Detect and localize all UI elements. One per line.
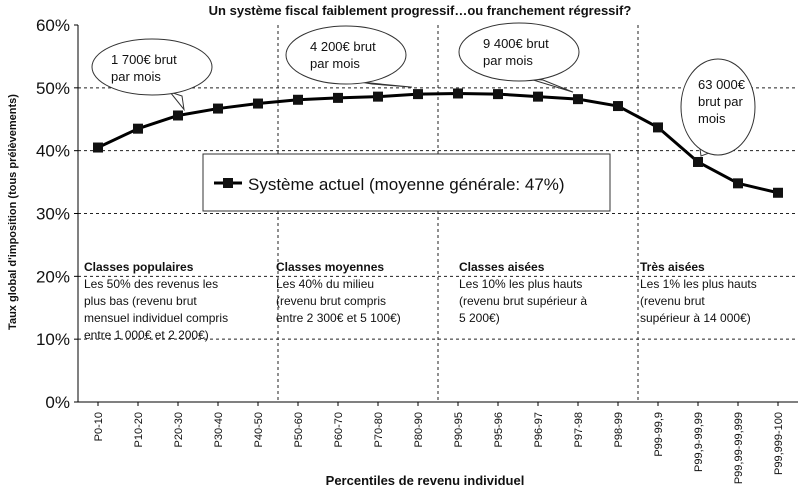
group-title: Très aisées [640,260,705,274]
group-description-line: entre 1 000€ et 2 200€) [84,328,209,342]
y-tick-labels [36,16,78,412]
x-tick-label: P99,9-99,99 [693,412,705,472]
chart-title: Un système fiscal faiblement progressif…ou franchement régressif? [208,3,632,18]
callout-bubble [286,26,412,87]
callout-text-line: par mois [483,53,533,68]
group-description-line: Les 10% les plus hauts [459,277,583,291]
x-tick-label: P80-90 [413,412,425,448]
legend [203,154,610,211]
callout-text-line: mois [698,111,726,126]
data-point [453,88,463,98]
data-point [213,104,223,114]
group-title: Classes populaires [84,260,194,274]
data-point [293,95,303,105]
x-tick-label: P70-80 [373,412,385,448]
x-tick-label: P60-70 [333,412,345,448]
x-tick-label: P99,999-100 [773,412,785,475]
data-point [413,89,423,99]
group-title: Classes moyennes [276,260,385,274]
data-point [173,110,183,120]
data-point [253,99,263,109]
y-tick-label: 50% [35,78,70,98]
group-description-line: mensuel individuel compris [84,311,229,325]
callout-pointer [530,79,573,92]
group-title: Classes aisées [459,260,545,274]
callout-text-line: 4 200€ brut [310,39,376,54]
group-description-line: 5 200€) [459,311,500,325]
data-point [93,143,103,153]
x-tick-label: P10-20 [133,412,145,448]
x-tick-label: P95-96 [493,412,505,448]
group-description-line: (revenu brut supérieur à [459,294,588,308]
x-tick-label: P40-50 [253,412,265,448]
x-tick-label: P96-97 [533,412,545,448]
callout-ellipse [286,26,406,84]
y-tick-label: 0% [45,393,70,412]
data-point [773,188,783,198]
x-tick-label: P90-95 [453,412,465,448]
data-point [333,93,343,103]
y-tick-label: 20% [35,267,70,287]
callouts [92,23,755,156]
data-point [493,89,503,99]
legend-marker-swatch [223,178,233,188]
group-description-line: plus bas (revenu brut [84,294,197,308]
x-tick-label: P98-99 [613,412,625,448]
callout-ellipse [459,23,579,81]
x-tick-label: P20-30 [173,412,185,448]
callout-text-line: par mois [111,69,161,84]
data-point [733,178,743,188]
x-tick-label: P30-40 [213,412,225,448]
data-point [653,122,663,132]
callout-pointer [360,82,412,87]
y-tick-label: 60% [35,16,70,35]
x-tick-label: P99,99-99,999 [733,412,745,485]
y-tick-label: 30% [35,204,70,224]
data-point [533,92,543,102]
x-tick-label: P50-60 [293,412,305,448]
callout-bubble [681,59,755,156]
x-axis-label: Percentiles de revenu individuel [325,473,525,488]
data-point [573,94,583,104]
group-description-line: (revenu brut compris [276,294,387,308]
data-point [133,124,143,134]
x-tick-label: P99-99,9 [653,412,665,457]
callout-bubble [459,23,579,92]
legend-entry: Système actuel (moyenne générale: 47%) [248,175,565,194]
callout-bubble [92,39,212,109]
group-description-line: (revenu brut [640,294,705,308]
group-description-line: Les 1% les plus hauts [640,277,757,291]
callout-ellipse [92,39,212,95]
callout-text-line: 9 400€ brut [483,36,549,51]
y-tick-label: 40% [35,141,70,161]
data-point [613,101,623,111]
y-axis-label: Taux global d'imposition (tous prélèvements) [7,94,19,330]
group-description-line: Les 40% du milieu [276,277,375,291]
x-tick-labels [93,402,785,484]
callout-pointer [170,92,184,109]
callout-text-line: 1 700€ brut [111,52,177,67]
group-description-line: Les 50% des revenus les [84,277,219,291]
group-annotations [84,260,757,342]
group-description-line: supérieur à 14 000€) [640,311,751,325]
y-tick-label: 10% [35,330,70,350]
x-tick-label: P97-98 [573,412,585,448]
data-point [693,157,703,167]
data-point [373,92,383,102]
x-tick-label: P0-10 [93,412,105,442]
group-description-line: entre 2 300€ et 5 100€) [276,311,401,325]
callout-text-line: par mois [310,56,360,71]
callout-text-line: 63 000€ [698,77,745,92]
callout-text-line: brut par [698,94,743,109]
